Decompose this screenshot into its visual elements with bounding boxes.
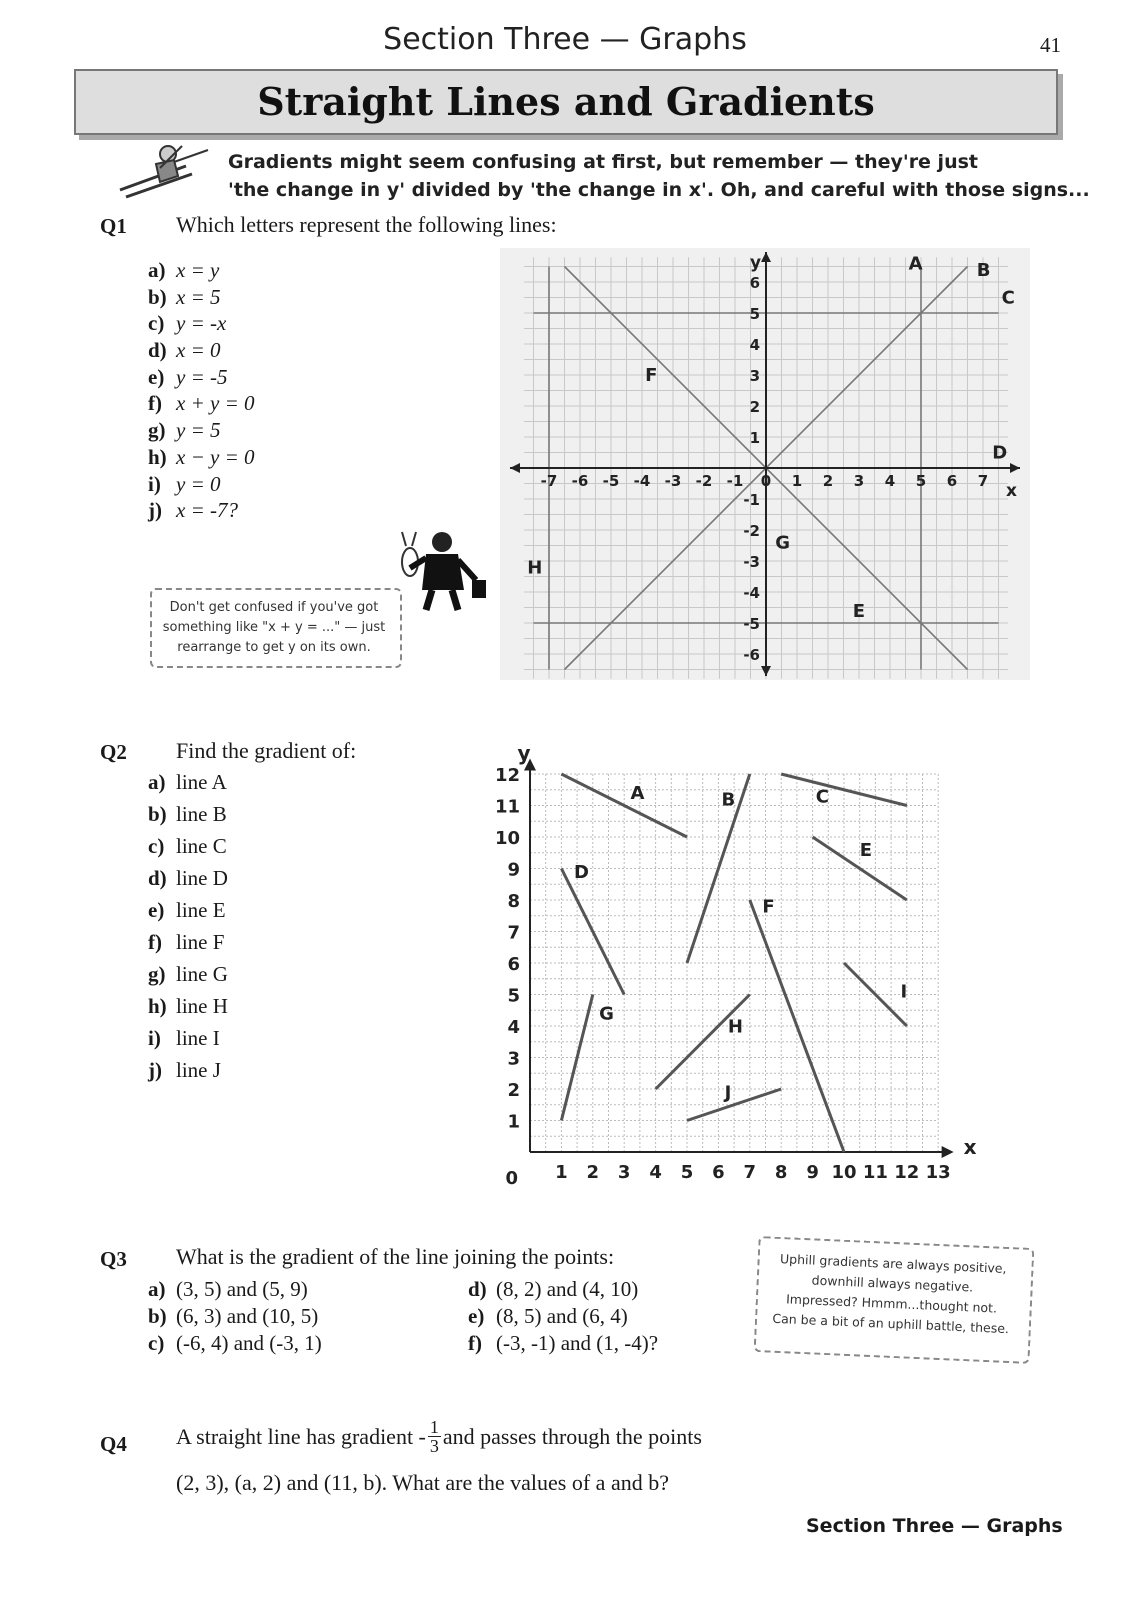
y-tick-label: 7 [507,922,520,944]
x-tick-label: -2 [695,472,713,490]
q3-tip: Uphill gradients are always positive, downhill always negative. Impressed? Hmmm...thought not. Can be a bit of an uphill battle, these. [772,1251,1010,1337]
q1-text: Which letters represent the following lines: [176,212,557,237]
x-tick-label: 5 [915,472,927,490]
x-axis-label: x [963,1135,977,1159]
y-tick-label: 11 [494,796,520,818]
y-tick-label: -2 [743,522,760,540]
y-tick-label: 4 [507,1017,520,1038]
list-item: c) (-6, 4) and (-3, 1) [148,1331,322,1355]
series-label-H: H [527,557,543,579]
y-tick-label: 1 [507,1111,520,1133]
series-label-I: I [900,981,908,1003]
list-item: b) (6, 3) and (10, 5) [148,1304,319,1328]
series-label-F: F [645,365,658,387]
y-tick-label: 6 [507,954,520,975]
list-item: g) line G [148,962,228,986]
x-tick-label: 7 [743,1162,757,1183]
series-label-A: A [630,783,645,805]
y-tick-label: 2 [749,398,760,416]
q4-number: Q4 [100,1432,127,1456]
origin-label: 0 [505,1168,518,1189]
q2-number: Q2 [100,740,127,764]
magician-illustration [392,524,492,614]
series-label-E: E [859,839,872,861]
x-tick-label: 2 [822,472,834,490]
list-item: i) line I [148,1026,220,1050]
series-label-B: B [721,789,736,811]
list-item: i) y = 0 [148,471,221,496]
y-tick-label: 12 [494,765,520,786]
y-tick-label: 8 [507,891,520,912]
q2-list [148,766,228,1086]
x-tick-label: -4 [633,472,651,490]
y-tick-label: 10 [494,828,520,849]
q2-graph [490,740,1000,1190]
q1-tip: Don't get confused if you've got something like "x + y = ..." — just rearrange to get y on its own. [162,600,386,655]
x-tick-label: -5 [602,472,620,490]
x-axis-arrow [942,1146,954,1158]
q1-number: Q1 [100,214,127,238]
list-item: j) x = -7? [148,498,238,523]
q4-text: A straight line has gradient - $\frac{1}{3}$ and passes through the points [176,1417,702,1456]
x-tick-label: 4 [884,472,896,490]
list-item: d) (8, 2) and (4, 10) [468,1277,639,1301]
list-item: d) line D [148,866,228,890]
footer: Section Three — Graphs [806,1515,1063,1537]
series-label-B: B [976,259,991,281]
x-tick-label: 8 [774,1162,788,1183]
x-tick-label: 3 [853,472,865,490]
page-number: 41 [1040,33,1061,57]
x-tick-label: -7 [540,472,558,490]
series-label-D: D [992,442,1008,464]
list-item: e) (8, 5) and (6, 4) [468,1304,628,1328]
list-item: a) (3, 5) and (5, 9) [148,1277,308,1301]
series-label-C: C [1001,287,1015,309]
intro-text: Gradients might seem confusing at first, but remember — they're just 'the change in y' divided by 'the change in x'. Oh, and careful with those signs... [228,151,1090,201]
q3-col2 [468,1276,658,1357]
series-label-D: D [573,861,589,883]
y-tick-label: 1 [749,429,760,447]
y-axis-label: y [750,253,762,273]
section-header: Section Three — Graphs [383,22,747,57]
y-tick-label: 5 [749,305,760,323]
y-tick-label: -1 [743,491,760,509]
list-item: f) line F [148,930,225,954]
list-item: a) line A [148,770,227,794]
y-tick-label: 4 [749,336,760,354]
list-item: a) x = y [148,258,220,282]
series-label-A: A [908,253,923,275]
series-label-C: C [815,786,829,808]
x-tick-label: -1 [726,472,744,490]
skier-illustration [116,142,216,200]
list-item: b) x = 5 [148,284,221,309]
y-tick-label: 2 [507,1080,520,1101]
x-tick-label: 6 [712,1162,725,1183]
x-tick-label: 1 [555,1162,568,1183]
list-item: d) x = 0 [148,338,221,363]
list-item: e) y = -5 [148,364,228,389]
x-tick-label: 4 [649,1162,662,1183]
x-tick-label: 6 [946,472,958,490]
x-tick-label: -6 [571,472,589,490]
x-tick-label: 1 [791,472,803,490]
x-tick-label: 11 [862,1162,888,1183]
series-label-H: H [727,1016,743,1038]
y-tick-label: -6 [743,646,760,664]
series-label-E: E [852,600,866,622]
list-item: j) line J [148,1058,221,1082]
series-label-G: G [775,532,791,554]
q2-text: Find the gradient of: [176,738,357,763]
q3-col1 [148,1276,322,1357]
series-label-F: F [762,896,775,918]
list-item: f) (-3, -1) and (1, -4)? [468,1331,659,1355]
x-tick-label: 0 [760,472,772,490]
list-item: c) line C [148,834,227,858]
y-tick-label: -4 [743,584,760,602]
list-item: c) y = -x [148,311,227,336]
x-tick-label: 2 [586,1162,600,1183]
x-tick-label: 12 [894,1162,920,1183]
y-tick-label: 3 [507,1048,520,1070]
list-item: b) line B [148,802,227,826]
series-label-G: G [599,1003,614,1025]
x-axis-label: x [1006,481,1017,501]
q1-graph [500,248,1030,680]
y-tick-label: -3 [743,553,760,571]
x-tick-label: 9 [806,1162,819,1183]
title-box [74,69,1058,135]
y-tick-label: 6 [749,274,760,292]
y-tick-label: 5 [507,985,520,1007]
list-item: h) x − y = 0 [148,444,255,469]
y-tick-label: 3 [749,367,760,385]
q1-list [148,257,254,524]
q3-text: What is the gradient of the line joining the points: [176,1244,615,1269]
x-tick-label: 3 [617,1162,631,1183]
list-item: h) line H [148,994,228,1018]
list-item: f) x + y = 0 [148,391,255,416]
y-tick-label: -5 [743,615,760,633]
y-tick-label: 9 [507,859,520,881]
x-tick-label: 5 [680,1162,694,1183]
list-item: g) y = 5 [148,418,221,443]
series-label-J: J [724,1082,732,1104]
x-tick-label: 13 [925,1162,951,1183]
series-line-I [844,963,907,1026]
x-tick-label: 10 [831,1162,857,1183]
page-title: Straight Lines and Gradients [257,79,875,124]
x-tick-label: 7 [977,472,989,490]
y-axis-label: y [517,741,531,765]
list-item: e) line E [148,898,226,922]
x-tick-label: -3 [664,472,682,490]
q4-line2: (2, 3), (a, 2) and (11, b). What are the values of a and b? [176,1470,669,1495]
q3-number: Q3 [100,1247,127,1271]
